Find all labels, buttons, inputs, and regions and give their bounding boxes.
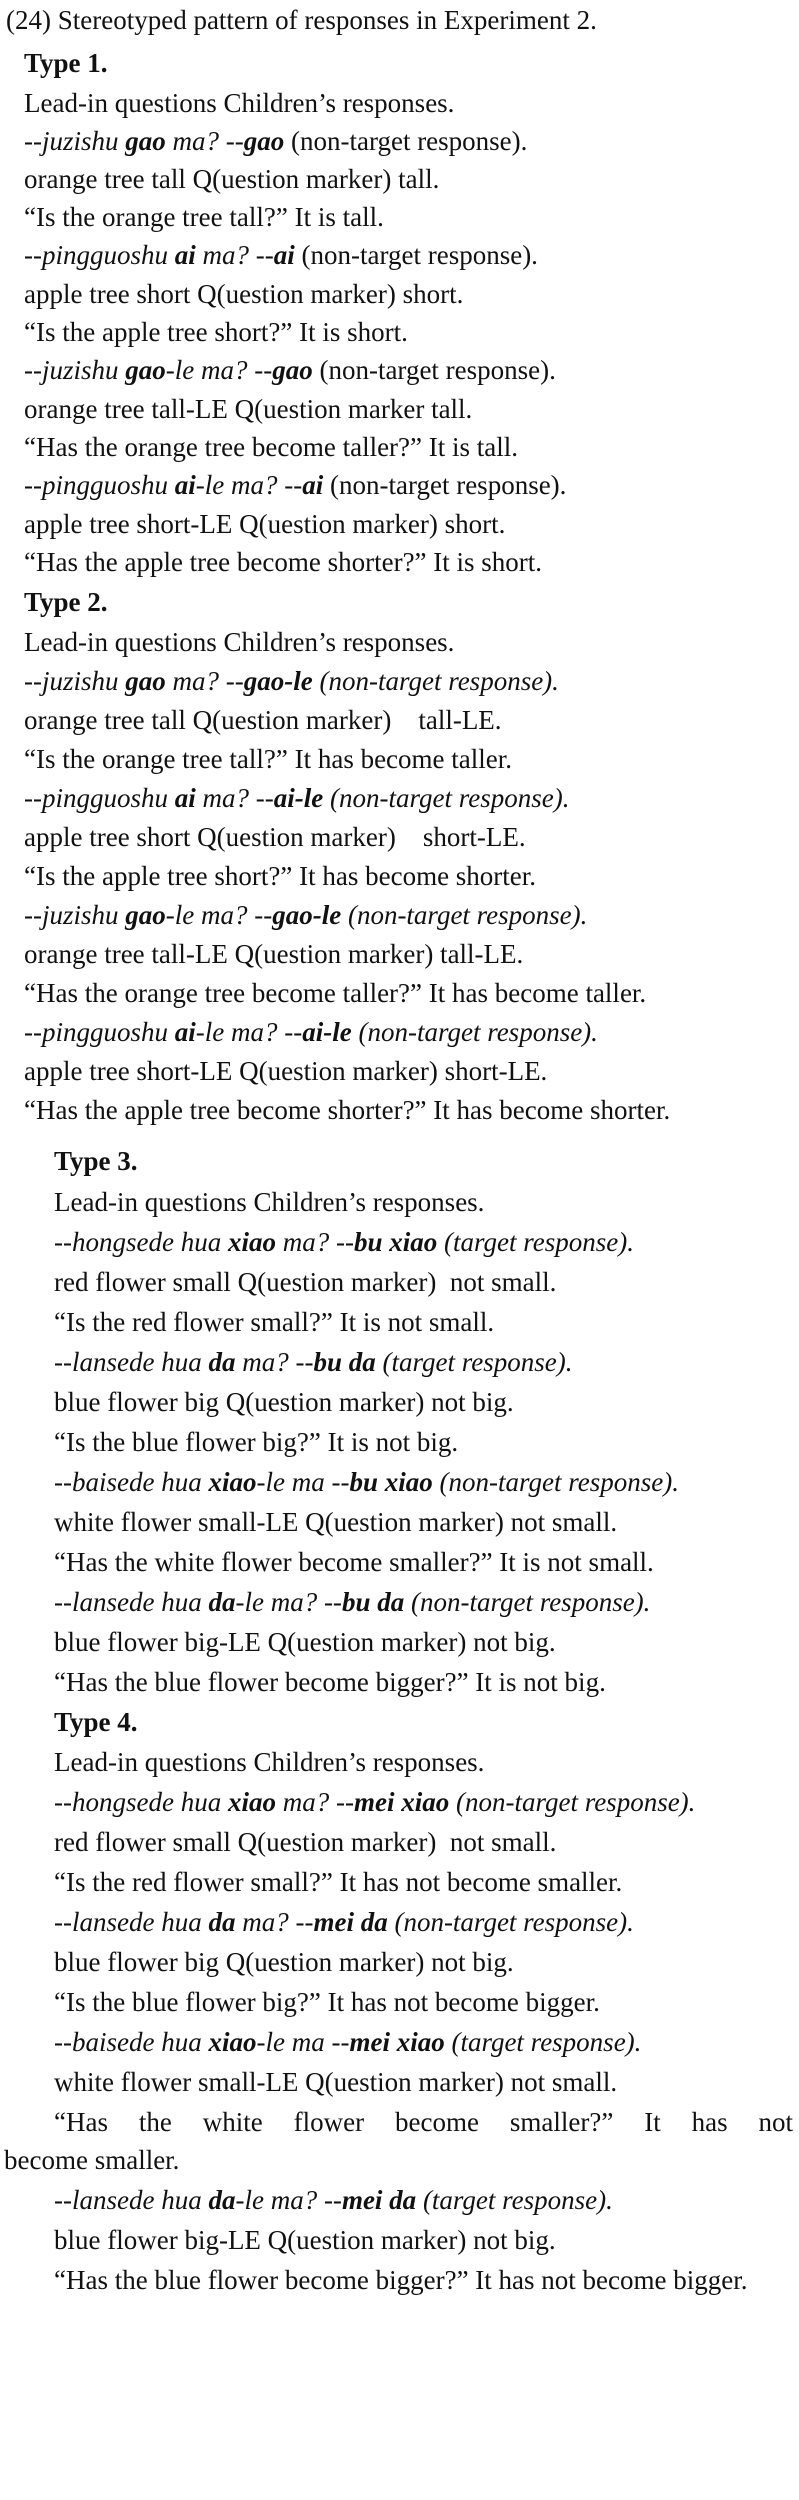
- type-2-translation-1: “Is the orange tree tall?” It has become taller.: [24, 744, 513, 774]
- type-2-example-4: --pingguoshu ai-le ma? --ai-le (non-target response).: [24, 1017, 598, 1047]
- type-4-example-2: --lansede hua da ma? --mei da (non-target response).: [54, 1907, 634, 1937]
- type-4-translation-2: “Is the blue flower big?” It has not become bigger.: [54, 1987, 600, 2017]
- type-1-translation-4: “Has the apple tree become shorter?” It is short.: [24, 547, 543, 577]
- type-2-column-header: Lead-in questions Children’s responses.: [24, 627, 455, 657]
- type-3-translation-4: “Has the blue flower become bigger?” It is not big.: [54, 1667, 606, 1697]
- type-3-example-4: --lansede hua da-le ma? --bu da (non-target response).: [54, 1587, 651, 1617]
- type-4-gloss-3: white flower small-LE Q(uestion marker) not small.: [54, 2067, 618, 2097]
- type-2-gloss-3: orange tree tall-LE Q(uestion marker) tall-LE.: [24, 939, 524, 969]
- type-1-gloss-3: orange tree tall-LE Q(uestion marker tall.: [24, 394, 473, 424]
- type-1-example-3: --juzishu gao-le ma? --gao (non-target response).: [24, 355, 556, 385]
- type-3-gloss-3: white flower small-LE Q(uestion marker) not small.: [54, 1507, 618, 1537]
- type-3-translation-2: “Is the blue flower big?” It is not big.: [54, 1427, 459, 1457]
- type-4-translation-1: “Is the red flower small?” It has not become smaller.: [54, 1867, 623, 1897]
- type-4-column-header: Lead-in questions Children’s responses.: [54, 1747, 485, 1777]
- type-3-heading: Type 3.: [54, 1146, 138, 1176]
- type-1-translation-3: “Has the orange tree become taller?” It is tall.: [24, 432, 519, 462]
- type-4-example-1: --hongsede hua xiao ma? --mei xiao (non-target response).: [54, 1787, 696, 1817]
- type-3-gloss-2: blue flower big Q(uestion marker) not big.: [54, 1387, 514, 1417]
- type-1-translation-1: “Is the orange tree tall?” It is tall.: [24, 202, 384, 232]
- type-4-gloss-4: blue flower big-LE Q(uestion marker) not big.: [54, 2225, 556, 2255]
- type-2-heading: Type 2.: [24, 587, 108, 617]
- type-3-gloss-1: red flower small Q(uestion marker) not small.: [54, 1267, 557, 1297]
- type-4-translation-4: “Has the blue flower become bigger?” It has not become bigger.: [54, 2265, 748, 2295]
- type-4-gloss-2: blue flower big Q(uestion marker) not big.: [54, 1947, 514, 1977]
- type-2-translation-2: “Is the apple tree short?” It has become shorter.: [24, 861, 537, 891]
- type-2-translation-3: “Has the orange tree become taller?” It has become taller.: [24, 978, 647, 1008]
- type-4-example-3: --baisede hua xiao-le ma --mei xiao (target response).: [54, 2027, 642, 2057]
- type-1-gloss-2: apple tree short Q(uestion marker) short.: [24, 279, 464, 309]
- type-3-example-2: --lansede hua da ma? --bu da (target response).: [54, 1347, 573, 1377]
- type-1-gloss-1: orange tree tall Q(uestion marker) tall.: [24, 164, 440, 194]
- type-4-example-4: --lansede hua da-le ma? --mei da (target response).: [54, 2185, 613, 2215]
- type-3-example-1: --hongsede hua xiao ma? --bu xiao (target response).: [54, 1227, 634, 1257]
- type-2-gloss-1: orange tree tall Q(uestion marker) tall-LE.: [24, 705, 502, 735]
- type-3-gloss-4: blue flower big-LE Q(uestion marker) not big.: [54, 1627, 556, 1657]
- type-3-example-3: --baisede hua xiao-le ma --bu xiao (non-target response).: [54, 1467, 679, 1497]
- type-2-example-3: --juzishu gao-le ma? --gao-le (non-target response).: [24, 900, 588, 930]
- type-1-gloss-4: apple tree short-LE Q(uestion marker) short.: [24, 509, 506, 539]
- type-3-translation-1: “Is the red flower small?” It is not small.: [54, 1307, 495, 1337]
- type-1-example-4: --pingguoshu ai-le ma? --ai (non-target response).: [24, 470, 567, 500]
- type-1-translation-2: “Is the apple tree short?” It is short.: [24, 317, 408, 347]
- example-caption: (24) Stereotyped pattern of responses in Experiment 2.: [6, 5, 597, 35]
- type-2-gloss-2: apple tree short Q(uestion marker) short-LE.: [24, 822, 526, 852]
- type-4-translation-3-continued: become smaller.: [4, 2145, 180, 2175]
- type-3-translation-3: “Has the white flower become smaller?” It is not small.: [54, 1547, 654, 1577]
- type-2-translation-4: “Has the apple tree become shorter?” It has become shorter.: [24, 1095, 671, 1125]
- type-4-gloss-1: red flower small Q(uestion marker) not small.: [54, 1827, 557, 1857]
- type-4-heading: Type 4.: [54, 1707, 138, 1737]
- type-1-example-1: --juzishu gao ma? --gao (non-target response).: [24, 126, 528, 156]
- type-2-example-1: --juzishu gao ma? --gao-le (non-target response).: [24, 666, 559, 696]
- type-1-example-2: --pingguoshu ai ma? --ai (non-target response).: [24, 240, 538, 270]
- type-1-heading: Type 1.: [24, 48, 108, 78]
- type-1-column-header: Lead-in questions Children’s responses.: [24, 88, 455, 118]
- type-4-translation-3: “Has the white flower become smaller?” It has not: [54, 2107, 793, 2137]
- type-2-gloss-4: apple tree short-LE Q(uestion marker) short-LE.: [24, 1056, 548, 1086]
- type-2-example-2: --pingguoshu ai ma? --ai-le (non-target response).: [24, 783, 570, 813]
- type-3-column-header: Lead-in questions Children’s responses.: [54, 1187, 485, 1217]
